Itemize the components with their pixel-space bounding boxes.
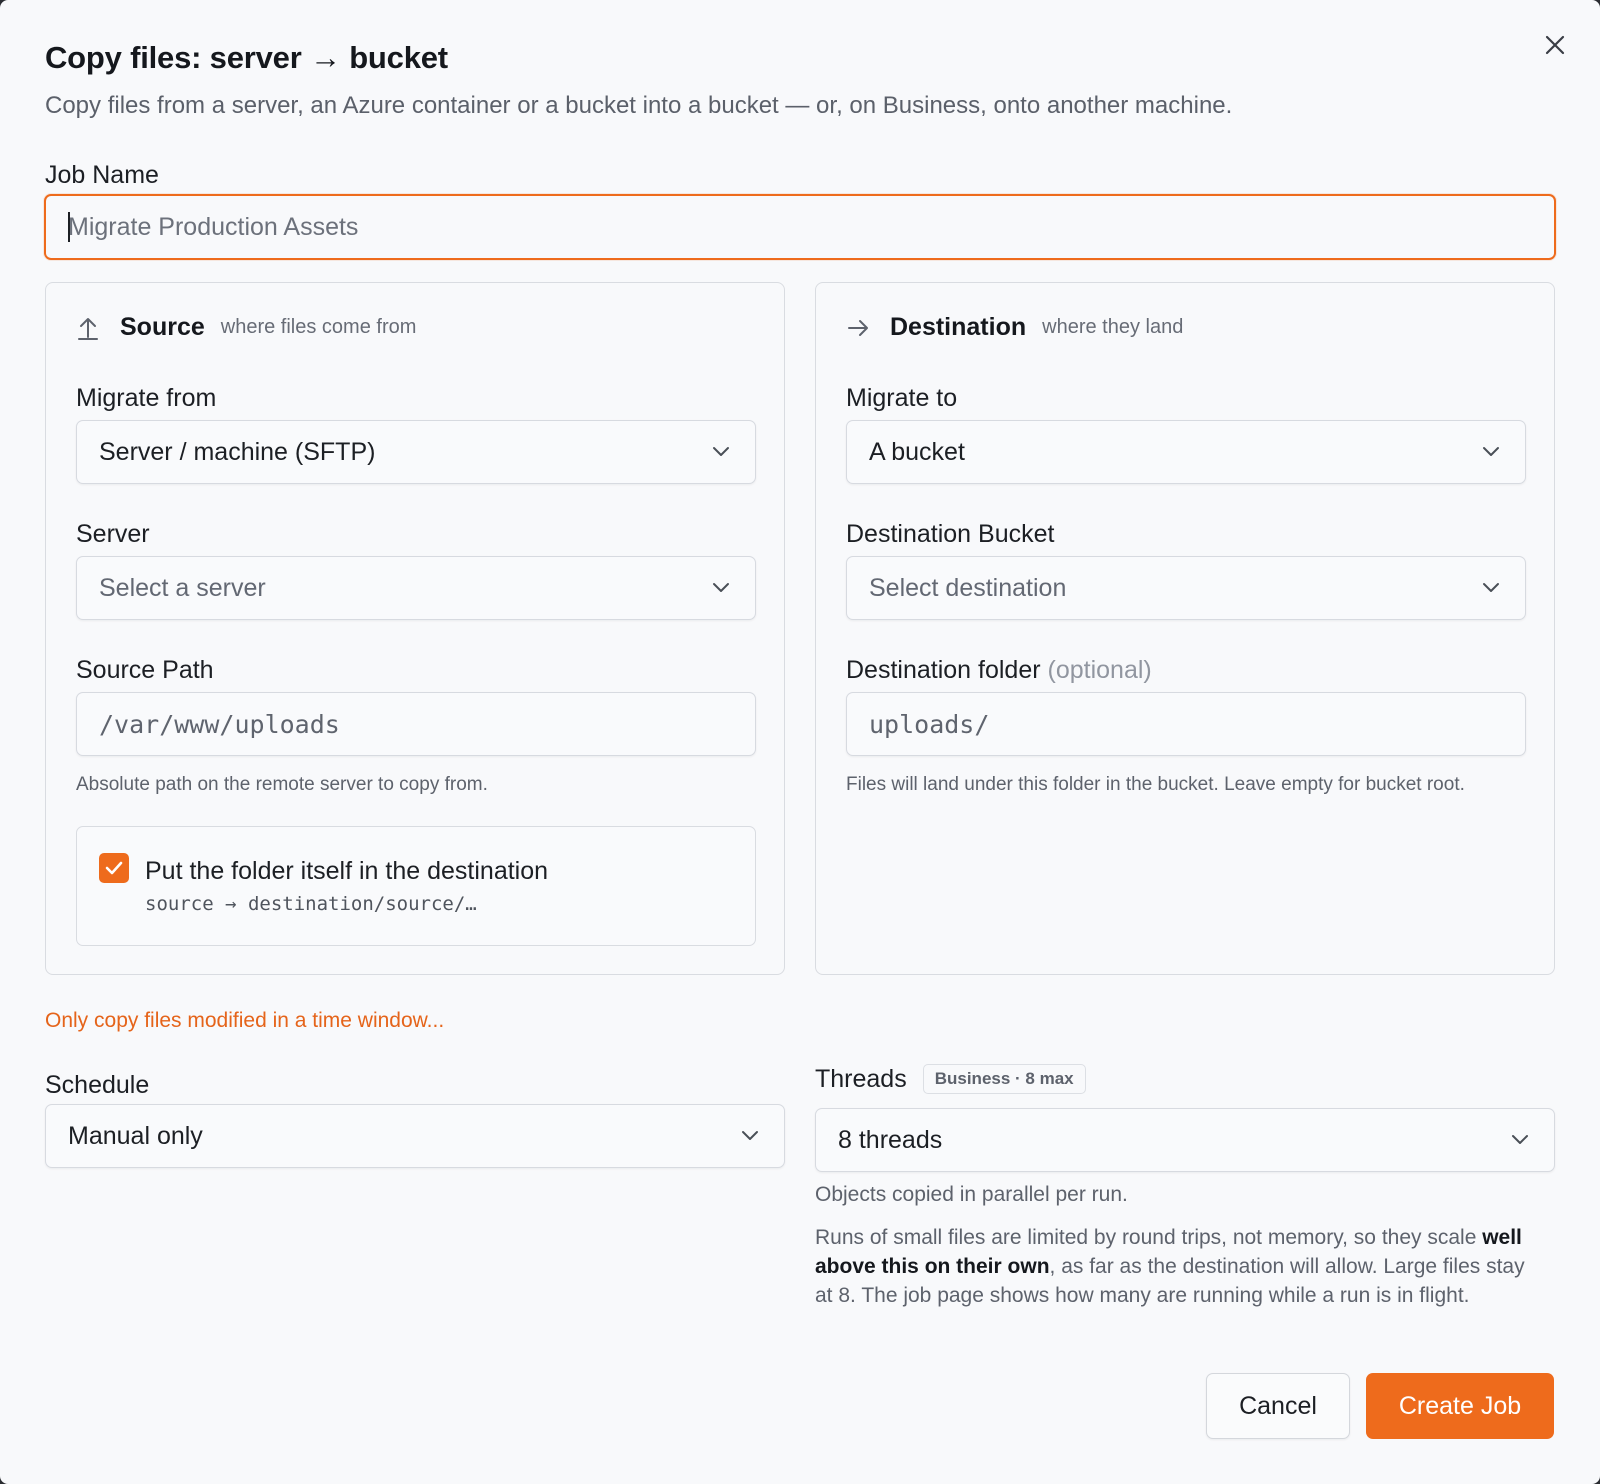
source-path-help: Absolute path on the remote server to copy from. bbox=[76, 774, 488, 795]
destination-folder-help: Files will land under this folder in the bucket. Leave empty for bucket root. bbox=[846, 774, 1465, 795]
folder-option-box bbox=[76, 826, 756, 946]
schedule-value: Manual only bbox=[68, 1121, 203, 1150]
optional-tag: (optional) bbox=[1047, 656, 1152, 684]
plan-badge: Business · 8 max bbox=[923, 1064, 1086, 1094]
source-path-input[interactable] bbox=[76, 692, 756, 756]
source-hint: where files come from bbox=[220, 316, 417, 338]
migrate-to-select[interactable] bbox=[846, 420, 1526, 484]
chevron-down-icon bbox=[740, 1125, 762, 1147]
threads-explanation bbox=[815, 1223, 1545, 1310]
chevron-down-icon bbox=[1510, 1129, 1532, 1151]
server-select[interactable] bbox=[76, 556, 756, 620]
destination-bucket-select[interactable] bbox=[846, 556, 1526, 620]
chevron-down-icon bbox=[711, 577, 733, 599]
threads-value: 8 threads bbox=[838, 1125, 943, 1154]
source-panel bbox=[45, 282, 785, 975]
threads-help: Objects copied in parallel per run. bbox=[815, 1183, 1128, 1206]
migrate-to-label: Migrate to bbox=[846, 384, 958, 412]
threads-explanation-start: Runs of small files are limited by round trips, not memory, so they scale bbox=[815, 1226, 1483, 1249]
destination-bucket-label: Destination Bucket bbox=[846, 520, 1055, 548]
migrate-from-value: Server / machine (SFTP) bbox=[99, 437, 376, 466]
chevron-down-icon bbox=[711, 441, 733, 463]
chevron-down-icon bbox=[1481, 441, 1503, 463]
source-path-label: Source Path bbox=[76, 656, 214, 684]
server-placeholder: Select a server bbox=[99, 573, 266, 602]
upload-arrow-icon bbox=[76, 314, 104, 342]
server-label: Server bbox=[76, 520, 150, 548]
cancel-button[interactable]: Cancel bbox=[1206, 1373, 1350, 1439]
threads-select[interactable] bbox=[815, 1108, 1555, 1172]
dialog-subtitle: Copy files from a server, an Azure container or a bucket into a bucket — or, on Business, onto another machine. bbox=[45, 92, 1233, 119]
threads-explanation-end: , as far as the destination will allow. Large files stay at 8. The job page shows how many are running while a run is in flight. bbox=[815, 1255, 1525, 1307]
migrate-from-select[interactable] bbox=[76, 420, 756, 484]
dialog-title: Copy files: server → bucket bbox=[45, 40, 448, 75]
migrate-from-label: Migrate from bbox=[76, 384, 217, 412]
chevron-down-icon bbox=[1481, 577, 1503, 599]
threads-label: Threads bbox=[815, 1064, 907, 1093]
create-job-button[interactable]: Create Job bbox=[1366, 1373, 1554, 1439]
destination-folder-label-text: Destination folder bbox=[846, 656, 1041, 684]
job-name-label: Job Name bbox=[45, 161, 159, 189]
time-window-link[interactable]: Only copy files modified in a time window... bbox=[45, 1009, 445, 1032]
close-icon[interactable] bbox=[1540, 30, 1570, 60]
schedule-label: Schedule bbox=[45, 1071, 150, 1099]
destination-bucket-placeholder: Select destination bbox=[869, 573, 1067, 602]
migrate-to-value: A bucket bbox=[869, 437, 965, 466]
job-name-input[interactable] bbox=[44, 194, 1556, 260]
folder-itself-hint: source → destination/source/… bbox=[145, 893, 477, 915]
source-header bbox=[76, 313, 416, 342]
destination-title: Destination bbox=[890, 313, 1027, 341]
arrow-right-icon bbox=[846, 314, 874, 342]
destination-header bbox=[846, 313, 1183, 342]
destination-hint: where they land bbox=[1042, 316, 1184, 338]
source-title: Source bbox=[120, 313, 205, 341]
destination-panel bbox=[815, 282, 1555, 975]
destination-folder-input[interactable] bbox=[846, 692, 1526, 756]
threads-explanation-bold: well above this on their own bbox=[815, 1226, 1522, 1278]
folder-itself-label: Put the folder itself in the destination bbox=[145, 857, 549, 885]
destination-folder-label bbox=[846, 656, 1152, 685]
threads-header bbox=[815, 1064, 1086, 1094]
text-caret bbox=[68, 212, 70, 242]
folder-itself-checkbox[interactable] bbox=[99, 853, 129, 883]
schedule-select[interactable] bbox=[45, 1104, 785, 1168]
